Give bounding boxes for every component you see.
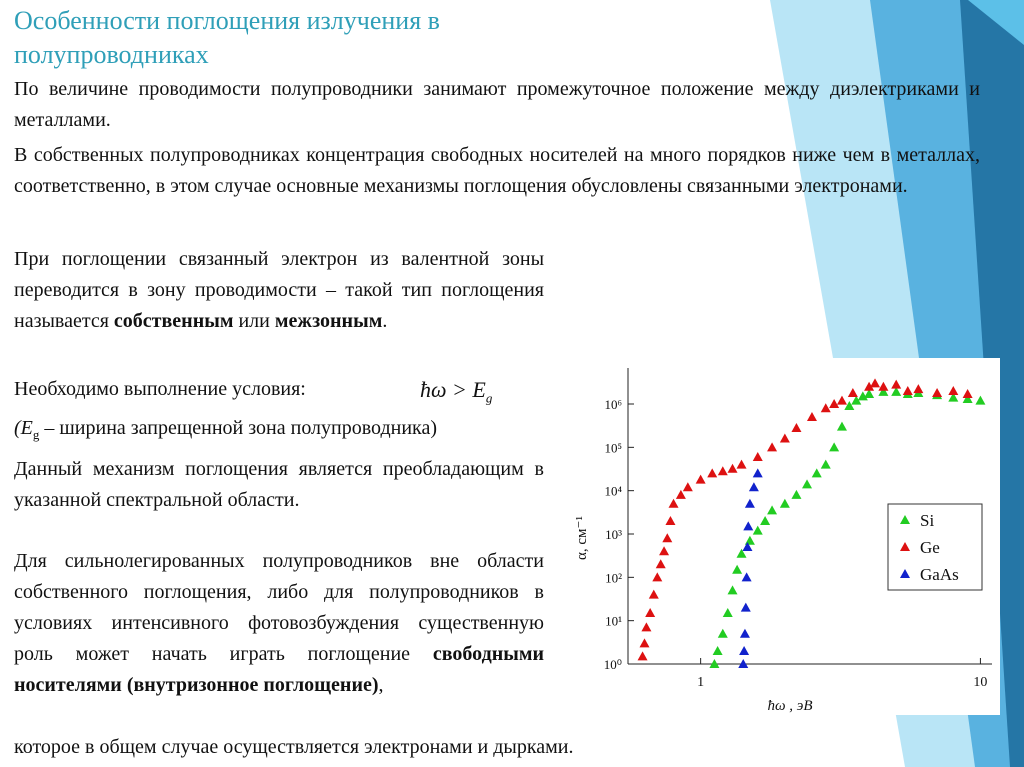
chart-x-tick-label: 1 xyxy=(697,675,705,690)
note-open: (E xyxy=(14,417,33,439)
paragraph-intrinsic: В собственных полупроводниках концентрация свободных носителей на много порядков ниже чем в металлах, соответственно, в этом случае основные механизмы поглощения обусловлены связанными электронами. xyxy=(14,144,980,197)
paragraph-conductivity: По величине проводимости полупроводники занимают промежуточное положение между диэлектриками и металлами. xyxy=(14,78,980,131)
chart-y-tick-label: 10³ xyxy=(605,527,622,542)
slide-title: Особенности поглощения излучения в полупроводниках xyxy=(14,6,440,69)
formula-lhs: ħω > E xyxy=(420,377,486,402)
chart-y-tick-label: 10⁰ xyxy=(603,657,622,672)
note-rest: – ширина запрещенной зона полупроводника) xyxy=(39,417,438,439)
chart-legend xyxy=(888,504,982,590)
formula-sub: g xyxy=(485,390,493,406)
free-carriers-bold: свободными носителями xyxy=(14,643,544,696)
absorption-chart xyxy=(560,358,1000,715)
chart-legend-label-ge: Ge xyxy=(920,538,940,557)
chart-y-tick-label: 10⁶ xyxy=(604,397,622,412)
condition-formula xyxy=(420,374,492,413)
bandgap-note xyxy=(14,413,437,450)
chart-x-tick-label: 10 xyxy=(973,675,988,690)
chart-legend-label-si: Si xyxy=(920,511,935,530)
paragraph-tail: которое в общем случае осуществляется электронами и дырками. xyxy=(14,736,574,758)
chart-y-tick-label: 10⁵ xyxy=(604,440,622,456)
chart-y-tick-label: 10⁴ xyxy=(604,483,622,499)
interband-text: При поглощении связанный электрон из валентной зоны переводится в зону проводимости – такой тип поглощения называется xyxy=(14,248,544,332)
interband-bold-intrinsic: собственным xyxy=(113,310,234,332)
paragraph-mechanism: Данный механизм поглощения является преобладающим в указанной спектральной области. xyxy=(14,458,544,511)
chart-y-axis-label: α, см⁻¹ xyxy=(574,516,590,560)
free-carriers-bold-intraband: (внутризонное поглощение) xyxy=(126,674,379,696)
chart-legend-label-gaas: GaAs xyxy=(920,565,959,584)
interband-bold-interband: межзонным xyxy=(274,310,383,332)
paragraph-interband xyxy=(14,244,544,337)
chart-y-tick-label: 10² xyxy=(605,570,622,586)
chart-y-tick-label: 10¹ xyxy=(605,613,622,629)
interband-end: . xyxy=(382,310,388,332)
free-carriers-text: Для сильнолегированных полупроводников вне области собственного поглощения, либо для полупроводников в условиях интенсивного фотовозбуждения существенную роль может начать играть поглощение xyxy=(14,550,544,665)
condition-label: Необходимо выполнение условия: xyxy=(14,378,306,400)
interband-or: или xyxy=(233,310,275,332)
paragraph-free-carriers xyxy=(14,546,544,701)
note-sub: g xyxy=(32,427,40,442)
chart-x-axis-label: ħω , эВ xyxy=(767,698,813,714)
free-carriers-end: , xyxy=(378,674,384,696)
